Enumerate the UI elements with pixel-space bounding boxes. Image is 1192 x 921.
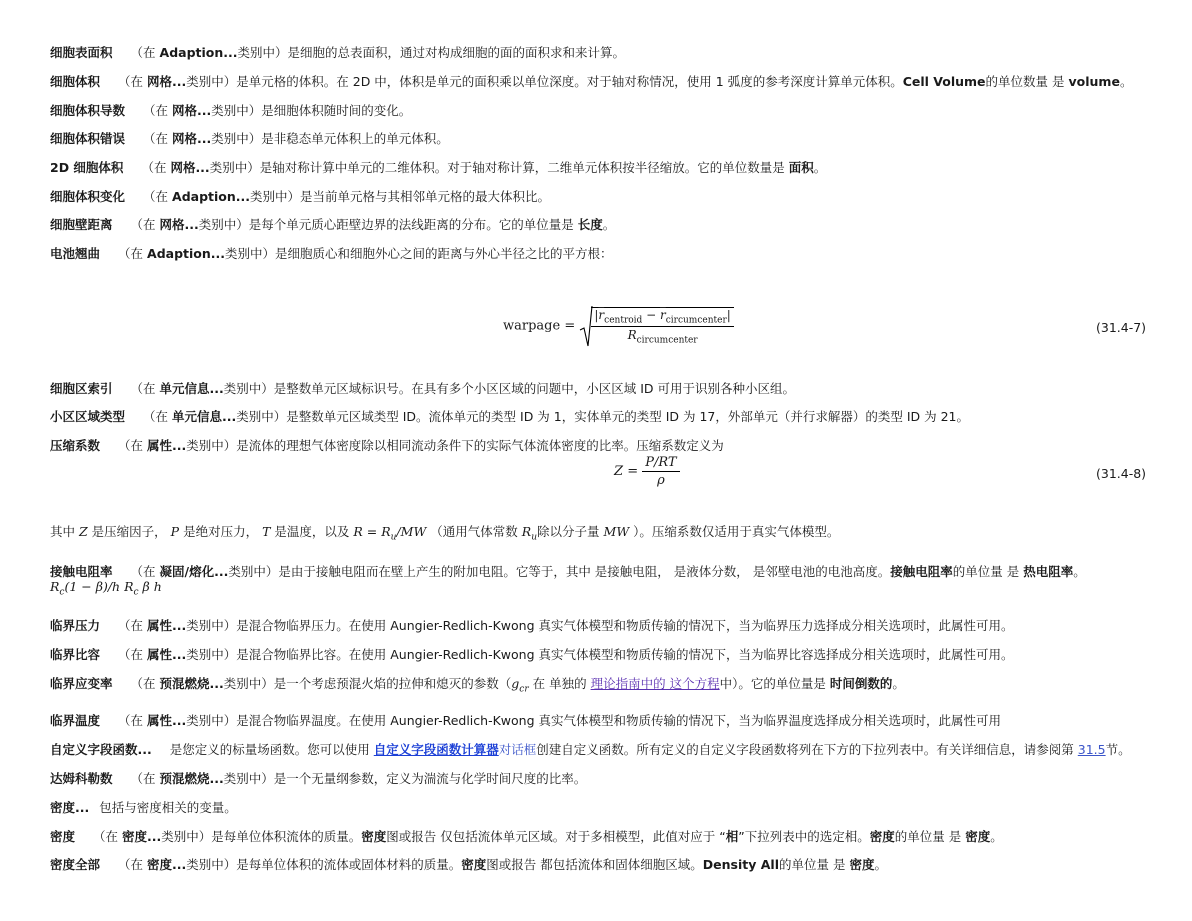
entry-critical-temperature: 临界温度 （在 属性...类别中）是混合物临界温度。在使用 Aungier-Redlich-Kwong 真实气体模型和物质传输的情况下，当为临界温度选择成分相关选项时，此属性可用 [50, 713, 1001, 728]
entry-2d-cell-volume: 2D 细胞体积 （在 网格...类别中）是轴对称计算中单元的二维体积。对于轴对称计算，二维单元体积按半径缩放。它的单位数量是 面积。 [50, 160, 827, 175]
entry-cell-volume-derivative: 细胞体积导数 （在 网格...类别中）是细胞体积随时间的变化。 [50, 103, 412, 118]
entry-cell-wall-distance: 细胞壁距离 （在 网格...类别中）是每个单元质心距壁边界的法线距离的分布。它的单位量是 长度。 [50, 217, 616, 232]
equation-number: (31.4-7) [1096, 320, 1147, 335]
entry-cell-zone-type: 小区区域类型 （在 单元信息...类别中）是整数单元区域类型 ID。流体单元的类型 ID 为 1，实体单元的类型 ID 为 17，外部单元（并行求解器）的类型 ID 为 21。 [50, 409, 970, 424]
where-line: 其中 Z 是压缩因子， P 是绝对压力， T 是温度，以及 $R = R_u/MW$ （通用气体常数 $R_u$除以分子量 MW ）。压缩系数仅适用于真实气体模型。 [50, 524, 840, 543]
equation-compressibility: Z = $\frac{P/RT}{\rho}$ [614, 455, 680, 488]
dialog-link[interactable]: 对话框 [498, 742, 537, 757]
entry-damkohler-number: 达姆科勒数 （在 预混燃烧...类别中）是一个无量纲参数，定义为湍流与化学时间尺度的比率。 [50, 771, 587, 786]
entry-critical-strain-rate: 临界应变率 （在 预混燃烧...类别中）是一个考虑预混火焰的拉伸和熄灭的参数（$g_{cr}$ 在 单独的 理论指南中的 这个方程中）。它的单位量是 时间倒数的。 [50, 676, 905, 695]
contact-resistivity-math: $R_c(1 - \beta)/h$ $R_c$ β h [50, 579, 162, 598]
entry-cell-volume-error: 细胞体积错误 （在 网格...类别中）是非稳态单元体积上的单元体积。 [50, 131, 449, 146]
entry-density: 密度 （在 密度...类别中）是每单位体积流体的质量。密度图或报告 仅包括流体单元区域。对于多相模型，此值对应于 “相”下拉列表中的选定相。密度的单位量 是 密度。 [50, 829, 1003, 844]
equation-warpage: warpage = $\frac{|\overline{r}_{centroid} - \overline{r}_{circumcenter}|}{R_{circumcenter}}$ [503, 304, 734, 348]
entry-contact-resistivity: 接触电阻率 （在 凝固/熔化...类别中）是由于接触电阻而在壁上产生的附加电阻。它等于，其中 是接触电阻， 是液体分数， 是邻壁电池的电池高度。接触电阻率的单位量 是 热电阻率。 [50, 564, 1086, 579]
entry-cell-zone-index: 细胞区索引 （在 单元信息...类别中）是整数单元区域标识号。在具有多个小区区域的问题中，小区区域 ID 可用于识别各种小区组。 [50, 381, 796, 396]
entry-cell-volume: 细胞体积 （在 网格...类别中）是单元格的体积。在 2D 中，体积是单元的面积乘以单位深度。对于轴对称情况，使用 1 弧度的参考深度计算单元体积。Cell Volume的单位数量 是 volume。 [50, 74, 1133, 89]
entry-compressibility-factor: 压缩系数 （在 属性...类别中）是流体的理想气体密度除以相同流动条件下的实际气体流体密度的比率。压缩系数定义为 [50, 438, 724, 453]
term: 细胞表面积 [50, 45, 113, 60]
entry-critical-pressure: 临界压力 （在 属性...类别中）是混合物临界压力。在使用 Aungier-Redlich-Kwong 真实气体模型和物质传输的情况下，当为临界压力选择成分相关选项时，此属性可用。 [50, 618, 1014, 633]
theory-guide-link[interactable]: 理论指南中的 这个方程 [590, 676, 720, 691]
entry-density-all: 密度全部 （在 密度...类别中）是每单位体积的流体或固体材料的质量。密度图或报告 都包括流体和固体细胞区域。Density All的单位量 是 密度。 [50, 857, 887, 872]
entry-cell-volume-change: 细胞体积变化 （在 Adaption...类别中）是当前单元格与其相邻单元格的最大体积比。 [50, 189, 551, 204]
entry-critical-specific-volume: 临界比容 （在 属性...类别中）是混合物临界比容。在使用 Aungier-Redlich-Kwong 真实气体模型和物质传输的情况下，当为临界比容选择成分相关选项时，此属性可用。 [50, 647, 1014, 662]
entry-cell-surface-area: 细胞表面积 （在 Adaption...类别中）是细胞的总表面积，通过对构成细胞的面的面积求和来计算。 [50, 45, 626, 60]
entry-cell-warpage: 电池翘曲 （在 Adaption...类别中）是细胞质心和细胞外心之间的距离与外心半径之比的平方根： [50, 246, 613, 261]
entry-custom-field-functions: 自定义字段函数... 是您定义的标量场函数。您可以使用 自定义字段函数计算器对话框创建自定义函数。所有定义的自定义字段函数将列在下方的下拉列表中。有关详细信息，请参阅第 31.5节。 [50, 742, 1131, 757]
section-link[interactable]: 31.5 [1077, 742, 1106, 757]
equation-number: (31.4-8) [1096, 466, 1147, 481]
entry-density-category: 密度... 包括与密度相关的变量。 [50, 800, 237, 815]
custom-field-function-calculator-link[interactable]: 自定义字段函数计算器 [373, 742, 499, 757]
